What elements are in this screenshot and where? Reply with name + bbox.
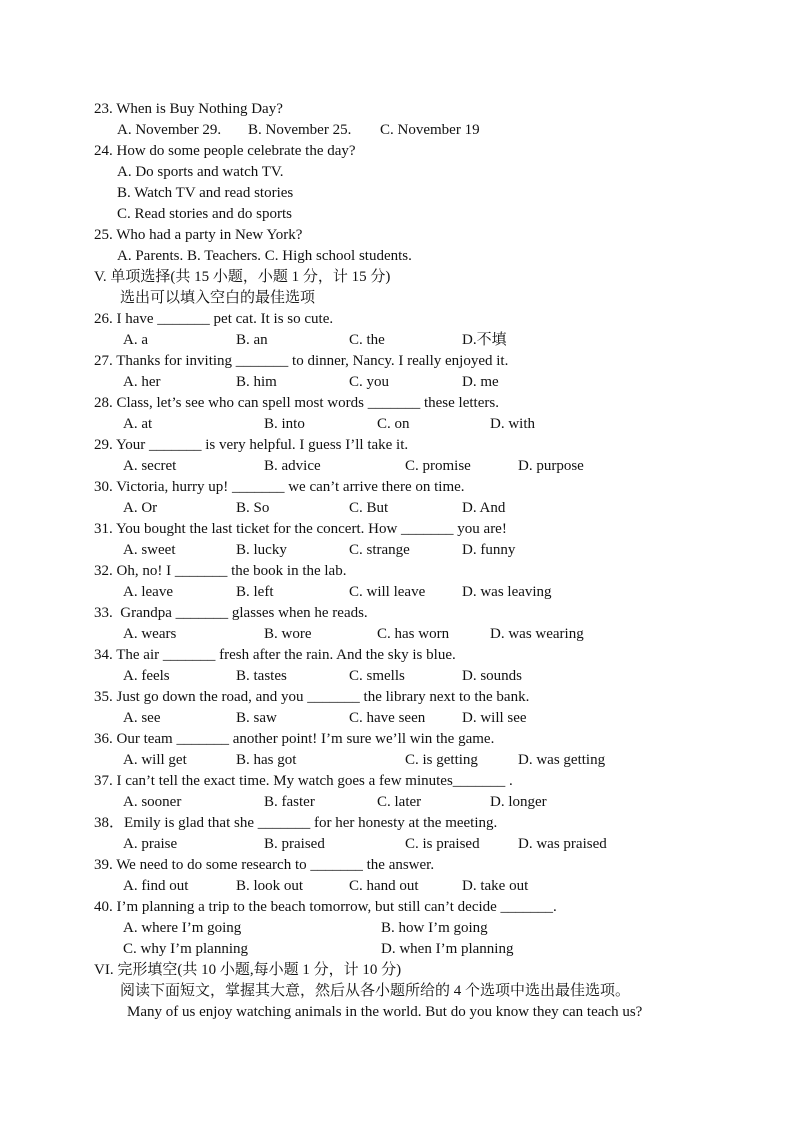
text-line: C. why I’m planning xyxy=(123,941,248,957)
text-line: D. purpose xyxy=(518,458,584,474)
text-line: 24. How do some people celebrate the day? xyxy=(94,143,356,159)
text-line: B. wore xyxy=(264,626,312,642)
text-line: VI. 完形填空(共 10 小题,每小题 1 分，计 10 分) xyxy=(94,962,402,978)
text-line: C. smells xyxy=(349,668,405,684)
text-line: B. him xyxy=(236,374,277,390)
text-line: C. promise xyxy=(405,458,471,474)
text-line: 39. We need to do some research to _______ the answer. xyxy=(94,857,435,873)
text-line: A. a xyxy=(123,332,148,348)
text-line: 40. I’m planning a trip to the beach tomorrow, but still can’t decide _______. xyxy=(94,899,557,915)
text-line: B. praised xyxy=(264,836,325,852)
text-line: D. with xyxy=(490,416,535,432)
text-line: B. So xyxy=(236,500,270,516)
text-line: B. look out xyxy=(236,878,304,894)
text-line: C. later xyxy=(377,794,422,810)
text-line: Many of us enjoy watching animals in the world. But do you know they can teach us? xyxy=(127,1004,643,1020)
text-line: C. is getting xyxy=(405,752,478,768)
text-line: A. will get xyxy=(123,752,187,768)
text-line: 26. I have _______ pet cat. It is so cute. xyxy=(94,311,334,327)
text-line: D. was wearing xyxy=(490,626,584,642)
text-line: 33. Grandpa _______ glasses when he reads. xyxy=(94,605,368,621)
text-line: D. was getting xyxy=(518,752,606,768)
text-line: D. And xyxy=(462,500,506,516)
text-line: 31. You bought the last ticket for the concert. How _______ you are! xyxy=(94,521,507,537)
text-line: A. Do sports and watch TV. xyxy=(117,164,284,180)
text-line: D. when I’m planning xyxy=(381,941,514,957)
text-line: 35. Just go down the road, and you _______ the library next to the bank. xyxy=(94,689,530,705)
text-line: 选出可以填入空白的最佳选项 xyxy=(120,290,316,306)
text-line: C. But xyxy=(349,500,389,516)
text-line: B. tastes xyxy=(236,668,287,684)
text-line: D. longer xyxy=(490,794,547,810)
text-line: C. is praised xyxy=(405,836,480,852)
text-line: V. 单项选择(共 15 小题，小题 1 分，计 15 分) xyxy=(94,269,391,285)
text-line: A. sooner xyxy=(123,794,182,810)
text-line: C. has worn xyxy=(377,626,450,642)
text-line: C. will leave xyxy=(349,584,426,600)
text-line: A. November 29. xyxy=(117,122,222,138)
text-line: 23. When is Buy Nothing Day? xyxy=(94,101,283,117)
text-line: D. sounds xyxy=(462,668,523,684)
text-line: B. an xyxy=(236,332,268,348)
text-line: 阅读下面短文，掌握其大意，然后从各小题所给的 4 个选项中选出最佳选项。 xyxy=(120,983,631,999)
text-line: 37. I can’t tell the exact time. My watch goes a few minutes_______ . xyxy=(94,773,513,789)
text-line: A. Or xyxy=(123,500,158,516)
text-line: A. where I’m going xyxy=(123,920,242,936)
text-line: C. Read stories and do sports xyxy=(117,206,292,222)
text-line: B. saw xyxy=(236,710,277,726)
text-line: D. take out xyxy=(462,878,529,894)
text-line: A. her xyxy=(123,374,161,390)
text-line: A. secret xyxy=(123,458,177,474)
text-line: B. has got xyxy=(236,752,297,768)
text-line: D. was praised xyxy=(518,836,607,852)
text-line: D. was leaving xyxy=(462,584,552,600)
text-line: 27. Thanks for inviting _______ to dinner, Nancy. I really enjoyed it. xyxy=(94,353,509,369)
text-line: C. the xyxy=(349,332,385,348)
text-line: B. faster xyxy=(264,794,315,810)
text-line: A. leave xyxy=(123,584,173,600)
text-line: A. Parents. B. Teachers. C. High school students. xyxy=(117,248,412,264)
text-line: B. lucky xyxy=(236,542,287,558)
text-line: A. feels xyxy=(123,668,170,684)
text-line: C. November 19 xyxy=(380,122,480,138)
text-line: D. will see xyxy=(462,710,527,726)
text-line: D. funny xyxy=(462,542,516,558)
text-line: A. find out xyxy=(123,878,189,894)
text-line: 36. Our team _______ another point! I’m sure we’ll win the game. xyxy=(94,731,495,747)
text-line: 28. Class, let’s see who can spell most words _______ these letters. xyxy=(94,395,499,411)
text-line: C. strange xyxy=(349,542,410,558)
text-line: 32. Oh, no! I _______ the book in the lab. xyxy=(94,563,347,579)
text-line: 34. The air _______ fresh after the rain. And the sky is blue. xyxy=(94,647,456,663)
text-line: C. on xyxy=(377,416,410,432)
text-line: C. have seen xyxy=(349,710,426,726)
text-line: A. at xyxy=(123,416,153,432)
text-line: B. left xyxy=(236,584,274,600)
text-line: B. how I’m going xyxy=(381,920,488,936)
text-line: A. sweet xyxy=(123,542,176,558)
text-line: A. wears xyxy=(123,626,177,642)
text-line: 30. Victoria, hurry up! _______ we can’t arrive there on time. xyxy=(94,479,465,495)
text-line: B. advice xyxy=(264,458,321,474)
text-line: 38．Emily is glad that she _______ for her honesty at the meeting. xyxy=(94,815,498,831)
text-line: A. praise xyxy=(123,836,178,852)
text-line: A. see xyxy=(123,710,161,726)
text-line: B. into xyxy=(264,416,305,432)
text-line: C. hand out xyxy=(349,878,419,894)
text-line: C. you xyxy=(349,374,390,390)
text-line: D. me xyxy=(462,374,499,390)
text-line: B. Watch TV and read stories xyxy=(117,185,294,201)
text-line: B. November 25. xyxy=(248,122,352,138)
text-line: D.不填 xyxy=(462,332,507,348)
text-line: 29. Your _______ is very helpful. I guess I’ll take it. xyxy=(94,437,409,453)
text-line: 25. Who had a party in New York? xyxy=(94,227,303,243)
